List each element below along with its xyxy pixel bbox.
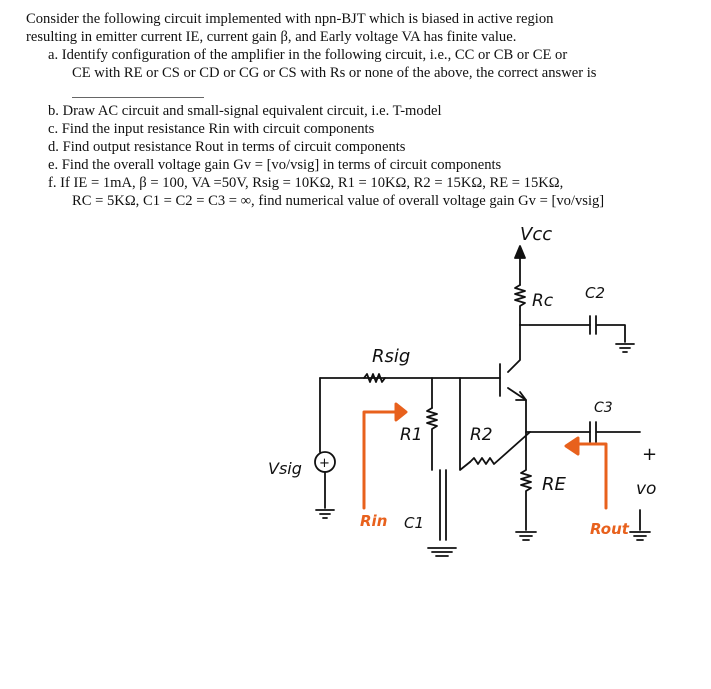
item-f-line-1: f. If IE = 1mA, β = 100, VA =50V, Rsig = 10KΩ, R1 = 10KΩ, R2 = 15KΩ, RE = 15KΩ, (48, 175, 564, 191)
rc-label: Rc (532, 291, 554, 311)
item-b: b. Draw AC circuit and small-signal equivalent circuit, i.e. T-model (48, 103, 442, 119)
c1-capacitor (440, 470, 446, 540)
c3-label: C3 (594, 400, 613, 416)
source-plus-label: + (319, 456, 330, 471)
output-ground (630, 510, 650, 540)
item-e: e. Find the overall voltage gain Gv = [vo/vsig] in terms of circuit components (48, 157, 502, 173)
collector-wire (508, 325, 520, 372)
rc-resistor (515, 285, 525, 325)
item-c: c. Find the input resistance Rin with circuit components (48, 121, 375, 137)
c2-ground (616, 344, 634, 352)
emitter-wire (508, 388, 526, 432)
item-a-line-1: a. Identify configuration of the amplifier in the following circuit, i.e., CC or CB or CE or (48, 47, 568, 63)
rin-bracket (364, 412, 400, 508)
r1-label: R1 (400, 425, 423, 445)
intro-line-2: resulting in emitter current IE, current gain β, and Early voltage VA has finite value. (26, 29, 517, 45)
c2-capacitor (590, 316, 625, 342)
rout-bracket (578, 444, 606, 508)
rin-arrow (396, 404, 406, 420)
vo-label: vo (636, 479, 657, 499)
vo-plus-label: + (642, 444, 658, 465)
intro-line-1: Consider the following circuit implemented with npn-BJT which is biased in active region (26, 11, 554, 27)
rin-label: Rin (360, 512, 388, 530)
vcc-label: Vcc (520, 224, 553, 245)
vsig-label: Vsig (268, 459, 302, 478)
re-resistor (521, 432, 531, 530)
source-ground (316, 510, 334, 518)
item-a-line-2: CE with RE or CS or CD or CG or CS with Rs or none of the above, the correct answer is (72, 65, 597, 81)
re-ground (516, 532, 536, 540)
c2-label: C2 (585, 284, 606, 302)
r2-label: R2 (470, 425, 493, 445)
rout-arrow (566, 438, 578, 454)
rsig-label: Rsig (372, 346, 411, 367)
item-d: d. Find output resistance Rout in terms of circuit components (48, 139, 406, 155)
c1-ground (428, 548, 456, 556)
r1-resistor (427, 408, 437, 470)
c1-label: C1 (404, 514, 425, 532)
item-f-line-2: RC = 5KΩ, C1 = C2 = C3 = ∞, find numerical value of overall voltage gain Gv = [vo/vsig] (72, 193, 605, 209)
rout-label: Rout (590, 520, 629, 538)
r2-wire (460, 378, 470, 470)
c3-capacitor (590, 422, 640, 442)
re-label: RE (542, 474, 566, 495)
